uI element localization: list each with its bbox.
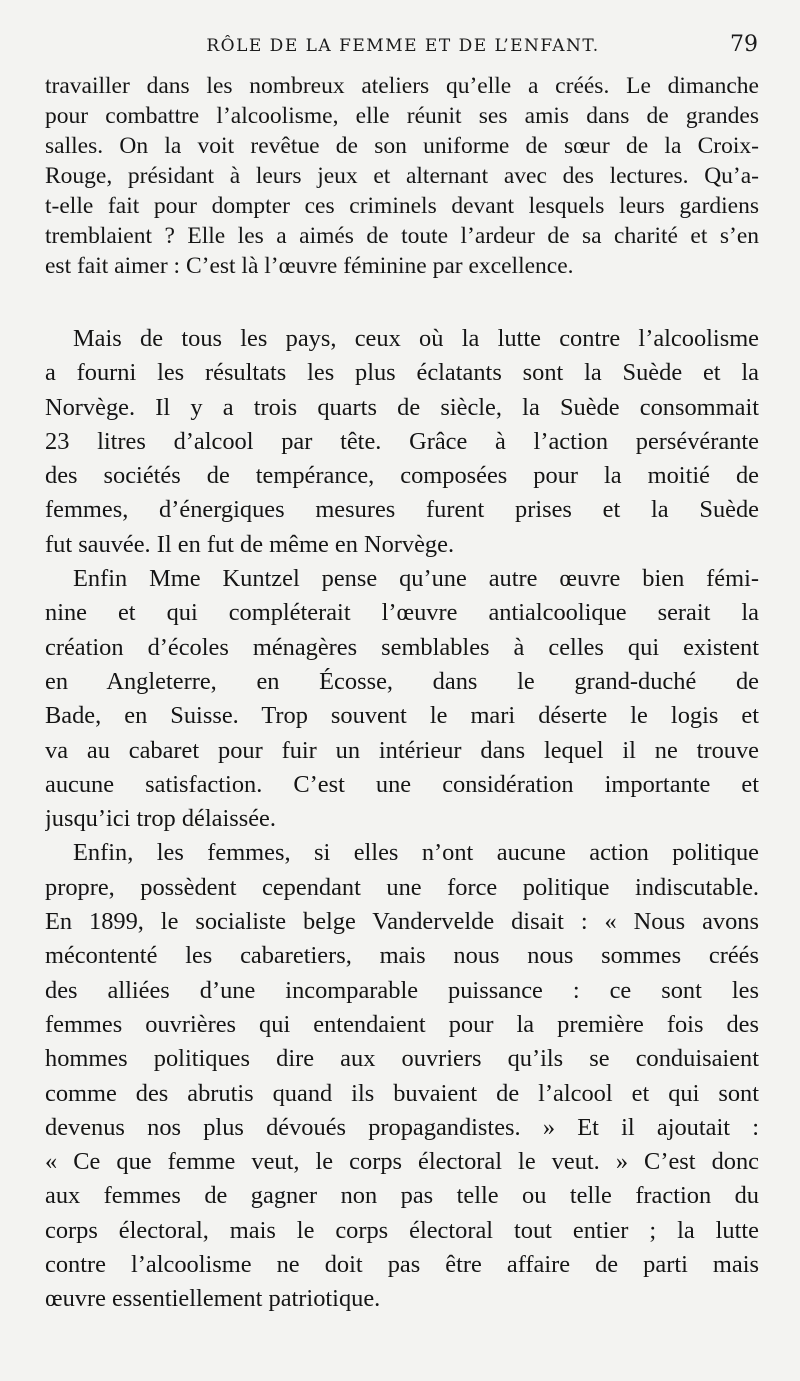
text-line: fut sauvée. Il en fut de même en Norvège. bbox=[45, 530, 455, 558]
text-line: aux femmes de gagner non pas telle ou telle fraction du bbox=[45, 1182, 759, 1210]
text-line: corps électoral, mais le corps électoral tout entier ; la lutte bbox=[45, 1216, 759, 1244]
text-line: a fourni les résultats les plus éclatants sont la Suède et la bbox=[45, 359, 759, 387]
text-line: création d’écoles ménagères semblables à celles qui existent bbox=[45, 633, 759, 661]
text-line: Mais de tous les pays, ceux où la lutte contre l’alcoolisme bbox=[73, 325, 759, 352]
text-line: en Angleterre, en Écosse, dans le grand-duché de bbox=[45, 667, 759, 695]
text-line: œuvre essentiellement patriotique. bbox=[45, 1285, 381, 1313]
text-line: jusqu’ici trop délaissée. bbox=[45, 805, 276, 833]
text-line: Norvège. Il y a trois quarts de siècle, la Suède consommait bbox=[45, 393, 759, 421]
text-line: t-elle fait pour dompter ces criminels devant lesquels leurs gardiens bbox=[45, 193, 759, 219]
text-line: femmes ouvrières qui entendaient pour la première fois des bbox=[45, 1010, 759, 1038]
text-line: Bade, en Suisse. Trop souvent le mari déserte le logis et bbox=[45, 702, 759, 730]
page-number: 79 bbox=[730, 32, 758, 57]
paragraph-continued bbox=[45, 71, 759, 281]
text-line: des alliées d’une incomparable puissance : ce sont les bbox=[45, 976, 759, 1004]
text-line: pour combattre l’alcoolisme, elle réunit ses amis dans de grandes bbox=[45, 103, 759, 129]
text-line: salles. On la voit revêtue de son uniforme de sœur de la Croix- bbox=[45, 133, 759, 159]
text-line: mécontenté les cabaretiers, mais nous nous sommes créés bbox=[45, 942, 759, 970]
text-line: femmes, d’énergiques mesures furent prises et la Suède bbox=[45, 496, 759, 524]
text-line: En 1899, le socialiste belge Vandervelde disait : « Nous avons bbox=[45, 908, 759, 936]
text-line: va au cabaret pour fuir un intérieur dans lequel il ne trouve bbox=[45, 736, 759, 764]
text-line: nine et qui compléterait l’œuvre antialcoolique serait la bbox=[45, 599, 759, 627]
running-title: RÔLE DE LA FEMME ET DE L’ENFANT. bbox=[206, 36, 600, 56]
text-line: 23 litres d’alcool par tête. Grâce à l’action persévérante bbox=[45, 427, 759, 455]
text-line: est fait aimer : C’est là l’œuvre féminine par excellence. bbox=[45, 253, 574, 279]
paragraph-force-politique bbox=[45, 836, 759, 1316]
text-line: « Ce que femme veut, le corps électoral le veut. » C’est donc bbox=[45, 1148, 759, 1176]
paragraph-sweden-norway bbox=[45, 322, 759, 562]
text-line: hommes politiques dire aux ouvriers qu’ils se conduisaient bbox=[45, 1045, 759, 1073]
text-line: travailler dans les nombreux ateliers qu’elle a créés. Le dimanche bbox=[45, 73, 759, 99]
text-line: contre l’alcoolisme ne doit pas être affaire de parti mais bbox=[45, 1251, 759, 1279]
text-line: Rouge, présidant à leurs jeux et alternant avec des lectures. Qu’a- bbox=[45, 163, 759, 189]
text-line: Enfin, les femmes, si elles n’ont aucune action politique bbox=[73, 839, 759, 867]
text-line: aucune satisfaction. C’est une considération importante et bbox=[45, 770, 759, 798]
text-line: des sociétés de tempérance, composées pour la moitié de bbox=[45, 462, 759, 490]
main-text bbox=[45, 322, 759, 1317]
running-head bbox=[48, 32, 758, 60]
text-line: Enfin Mme Kuntzel pense qu’une autre œuvre bien fémi- bbox=[73, 565, 759, 593]
text-line: tremblaient ? Elle les a aimés de toute l’ardeur de sa charité et s’en bbox=[45, 223, 759, 249]
text-line: comme des abrutis quand ils buvaient de l’alcool et qui sont bbox=[45, 1079, 759, 1107]
paragraph-ecoles-menageres bbox=[45, 562, 759, 836]
text-line: propre, possèdent cependant une force politique indiscutable. bbox=[45, 873, 759, 901]
text-line: devenus nos plus dévoués propagandistes. » Et il ajoutait : bbox=[45, 1113, 759, 1141]
